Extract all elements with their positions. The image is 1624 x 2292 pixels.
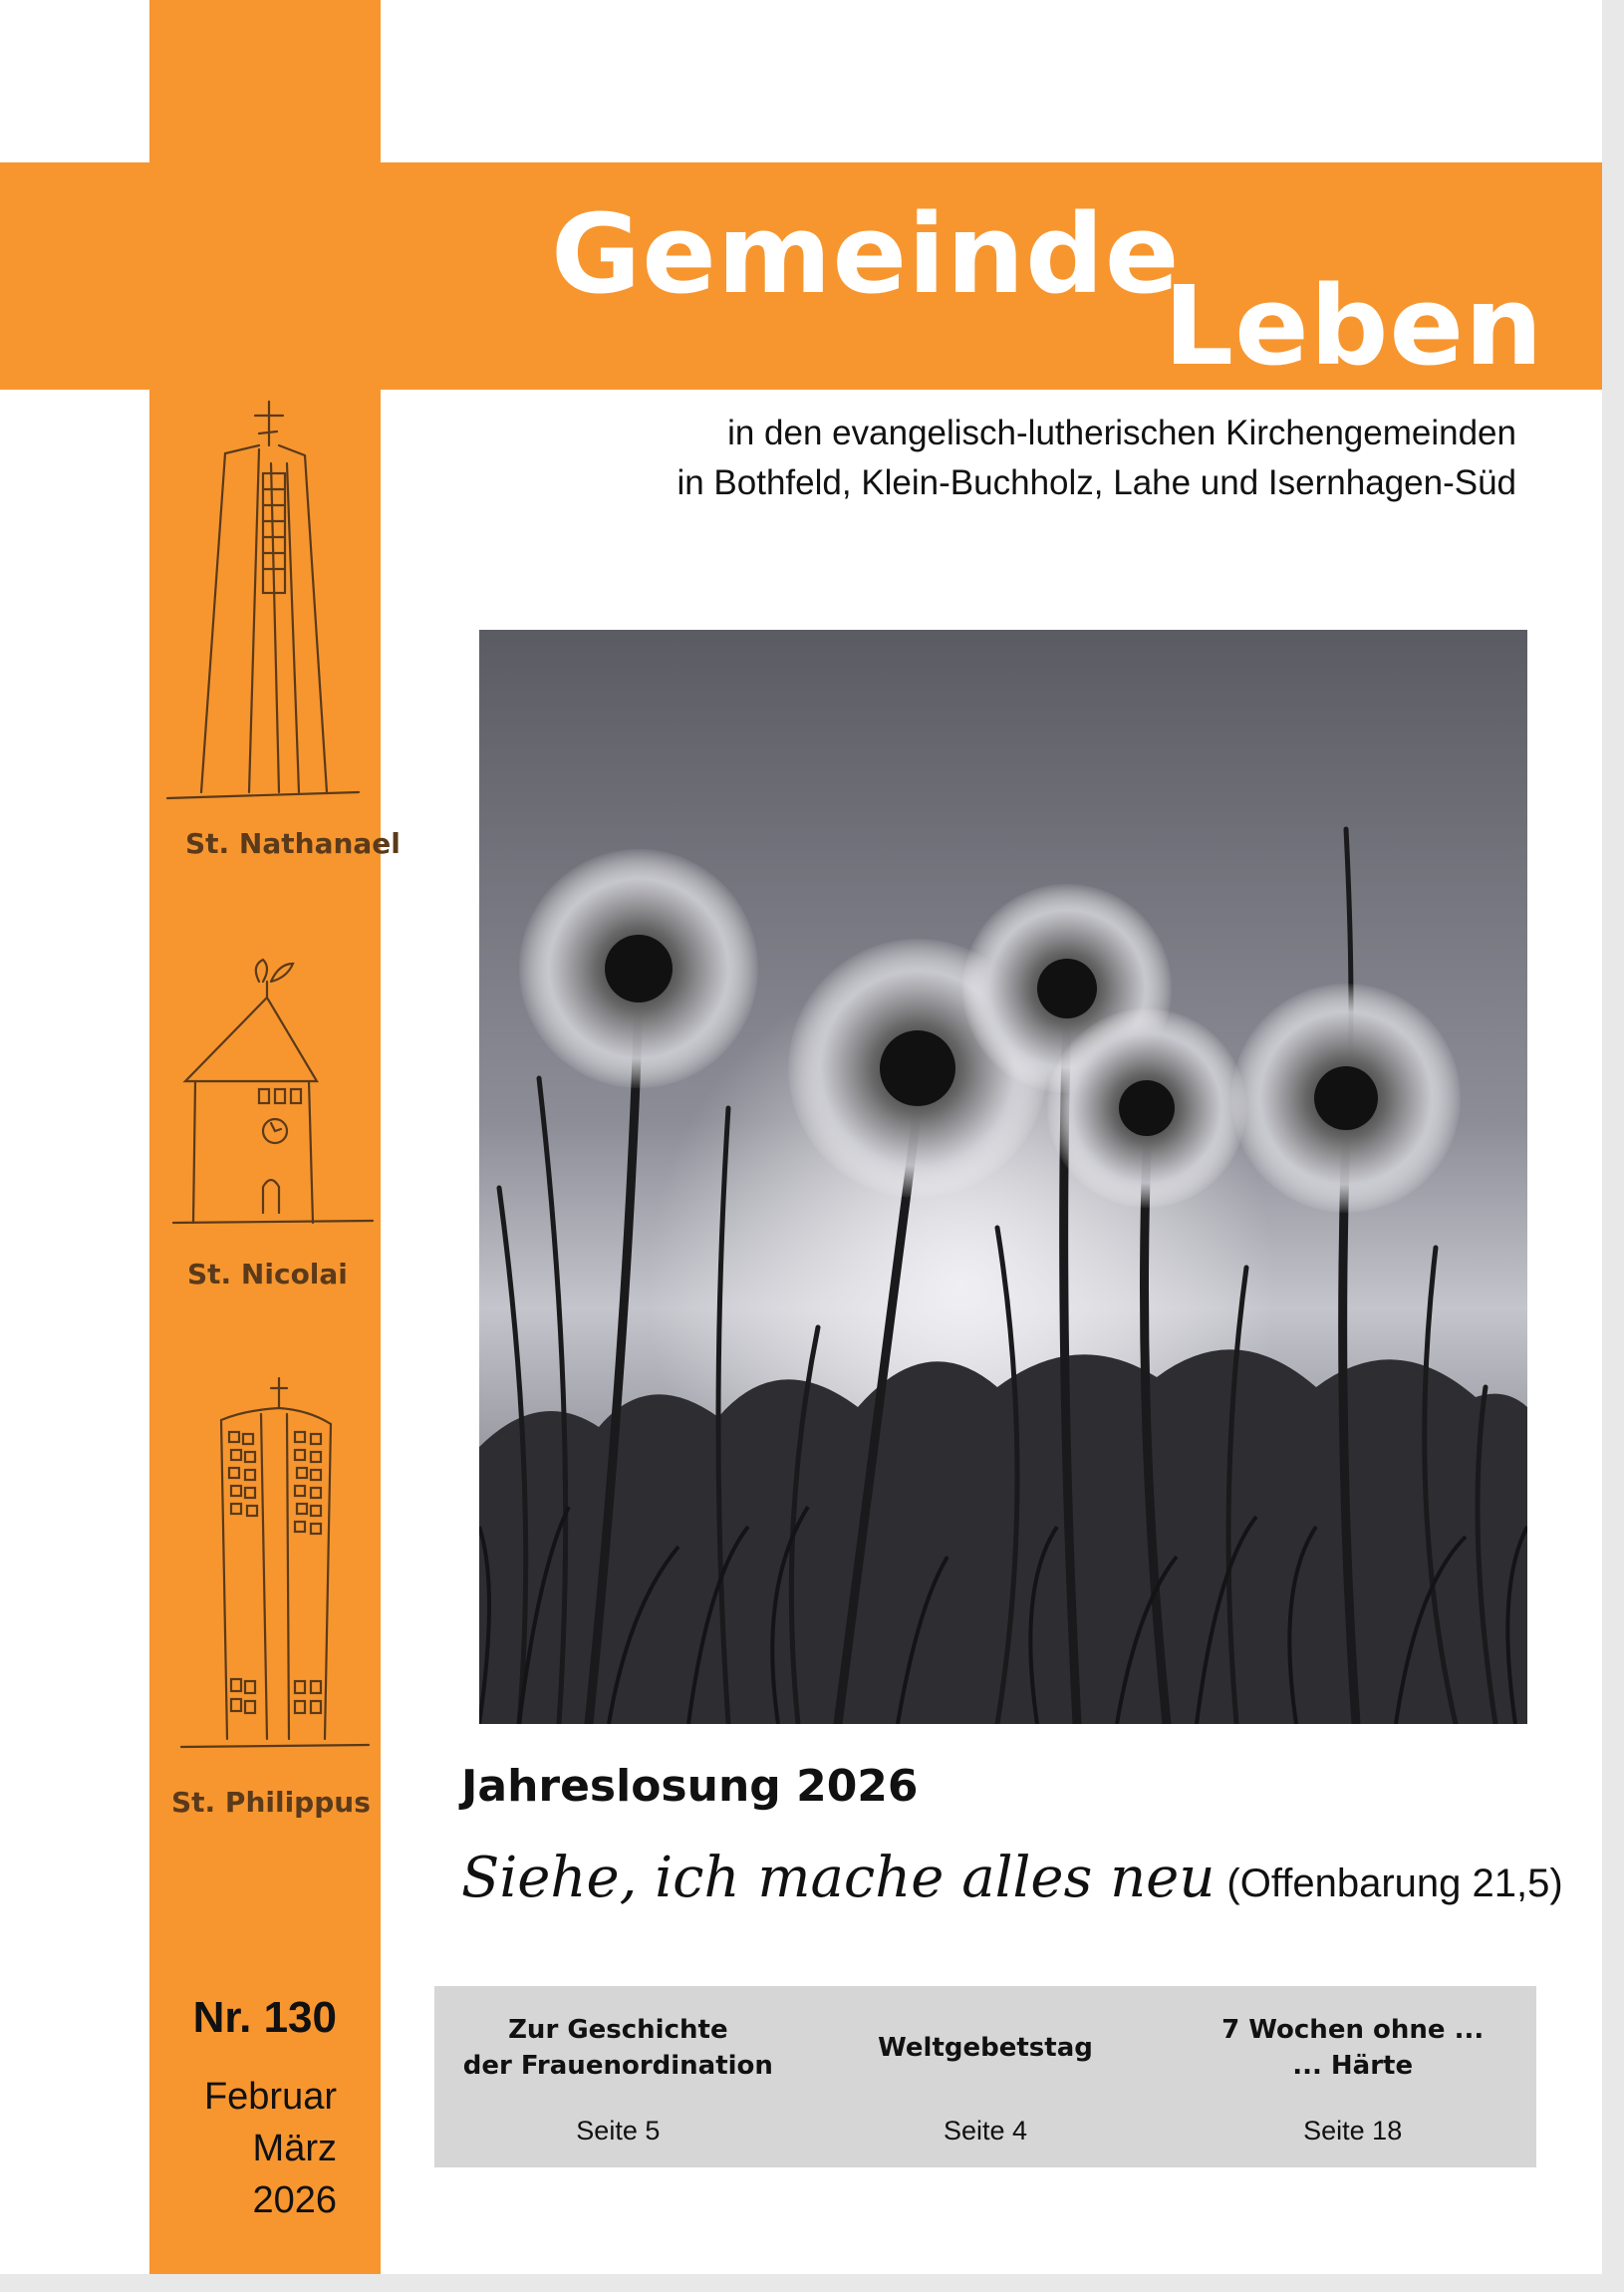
table-of-contents (434, 1986, 1536, 2167)
toc-item-title: 7 Wochen ohne ... ... Härte (1221, 2015, 1485, 2081)
masthead-title-gemeinde: Gemeinde (551, 190, 1181, 318)
toc-item-title: Weltgebetstag (878, 2033, 1093, 2063)
toc-item-title: Zur Geschichte der Frauenordination (462, 2015, 773, 2081)
subtitle-line-1: in den evangelisch-lutherischen Kirchengemeinden (727, 414, 1516, 452)
church-label-st-nicolai: St. Nicolai (187, 1258, 348, 1290)
tall-tower-drawing-icon (175, 1370, 375, 1759)
issue-year: 2026 (252, 2179, 337, 2221)
tower-church-drawing-icon (159, 394, 369, 812)
annual-motto-verse: Siehe, ich mache alles neu (461, 1846, 1216, 1910)
masthead-subtitle (520, 409, 1516, 508)
subtitle-line-2: in Bothfeld, Klein-Buchholz, Lahe und Isernhagen-Süd (677, 463, 1516, 502)
issue-month-2: März (252, 2128, 337, 2169)
church-label-st-philippus: St. Philippus (171, 1786, 371, 1819)
toc-item[interactable] (802, 1986, 1170, 2167)
toc-item-page: Seite 18 (1303, 2116, 1403, 2146)
toc-item[interactable] (1169, 1986, 1536, 2167)
toc-item[interactable] (434, 1986, 802, 2167)
issue-number: Nr. 130 (192, 1993, 337, 2042)
issue-month-1: Februar (203, 2076, 337, 2118)
church-label-st-nathanael: St. Nathanael (185, 827, 401, 860)
annual-motto-reference: (Offenbarung 21,5) (1226, 1862, 1563, 1905)
dandelion-silhouette-photo (479, 630, 1527, 1724)
chapel-drawing-icon (167, 942, 377, 1231)
toc-item-page: Seite 4 (943, 2116, 1028, 2146)
masthead-title-leben: Leben (1164, 262, 1544, 390)
annual-motto-verse-line (461, 1846, 1563, 1910)
annual-motto-heading: Jahreslosung 2026 (461, 1761, 919, 1812)
toc-item-page: Seite 5 (576, 2116, 661, 2146)
